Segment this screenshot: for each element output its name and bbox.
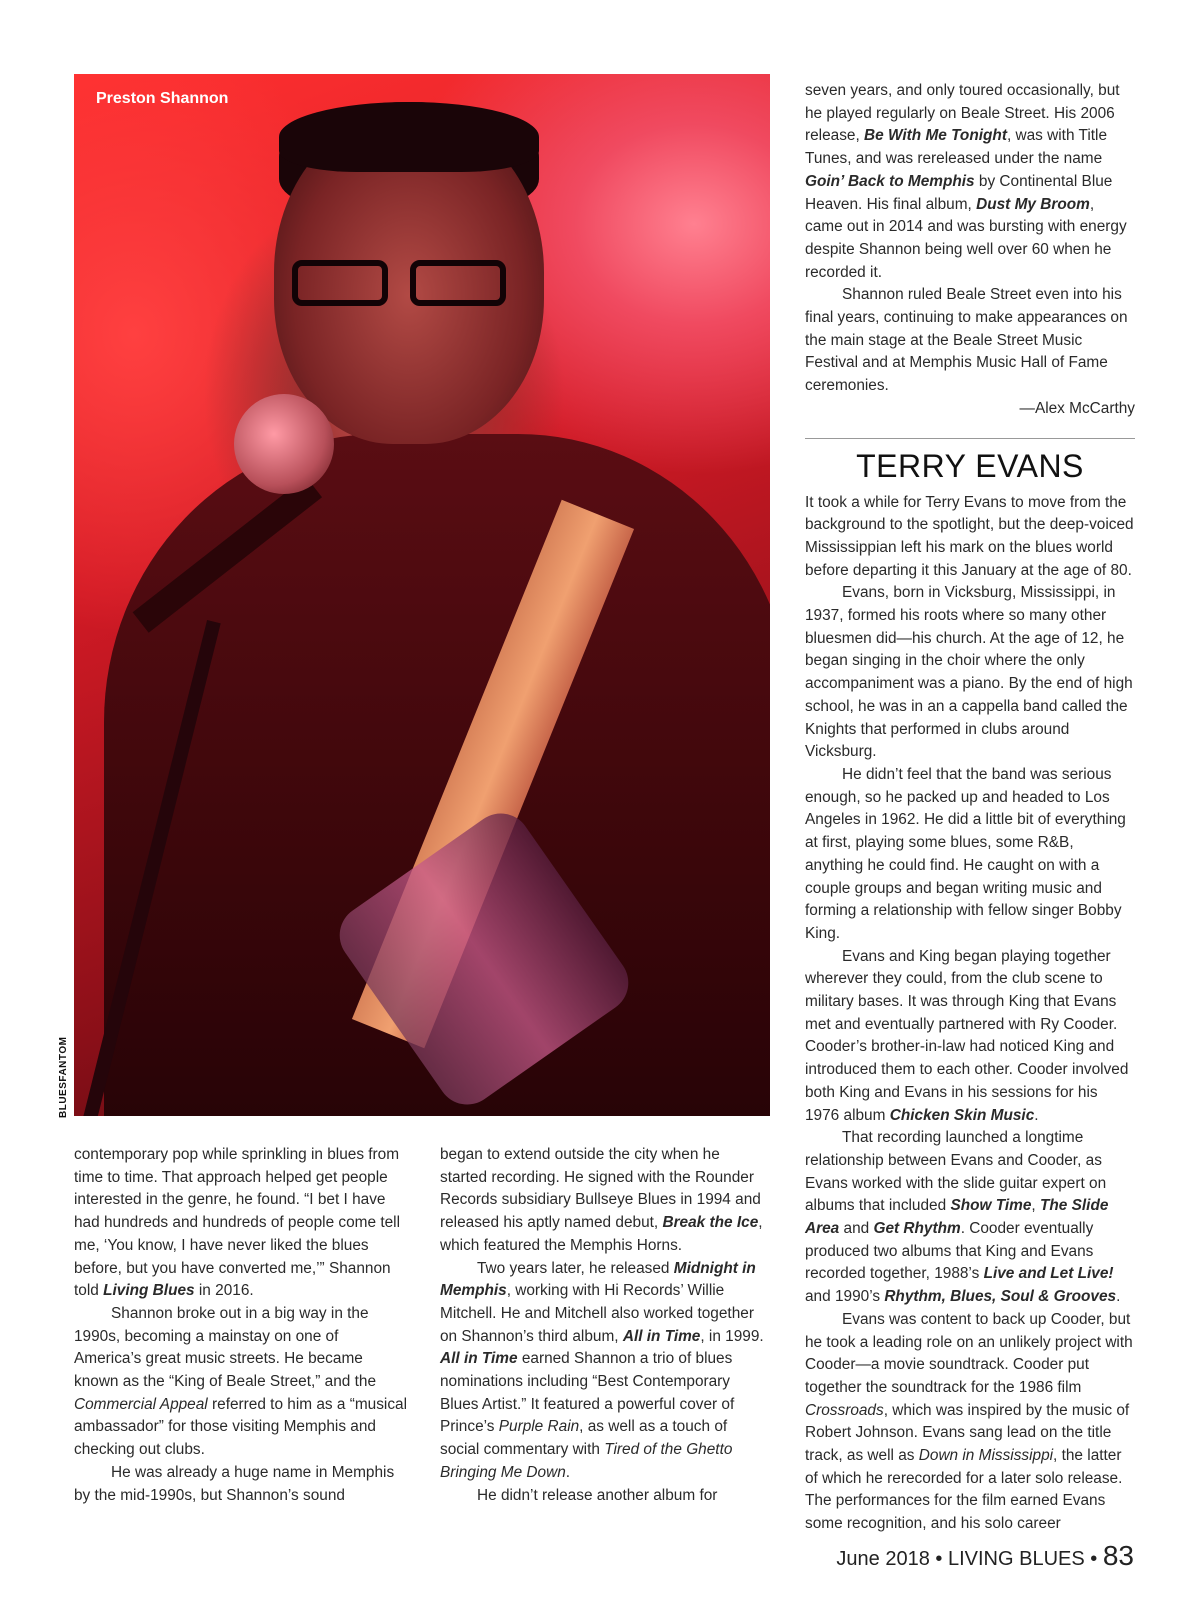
text: referred to him as a “musical ambassador” for those visiting Memphis and checking out clubs. [74,1395,408,1459]
newspaper-title: Commercial Appeal [74,1395,208,1413]
paragraph [74,1303,409,1462]
photo-lens-left [292,260,388,306]
page-footer [836,1540,1134,1572]
album-title: Get Rhythm [873,1220,961,1238]
photo-preston-shannon [74,74,770,1116]
album-title: Show Time [950,1197,1032,1215]
album-title: Break the Ice [662,1214,759,1232]
paragraph [805,80,1135,284]
paragraph [805,764,1135,946]
text: and [839,1220,874,1238]
paragraph [805,284,1135,398]
album-title: The Slide Area [805,1197,1109,1238]
page-number: 83 [1102,1540,1134,1571]
text: Evans was content to back up Cooder, but he took a leading role on an unlikely project with Cooder—a movie soundtrack. Cooder put together the soundtrack for the 1986 film [805,1310,1133,1396]
photo-credit: BLUESFANTOM [58,1036,69,1118]
album-title: Live and Let Live! [983,1265,1114,1283]
paragraph [440,1485,770,1508]
text: . [1034,1106,1039,1124]
text: contemporary pop while sprinkling in blues from time to time. That approach helped get people interested in the genre, he found. “I bet I have had hundreds and hundreds of people come tell me, ‘You know, I have never liked the blues before, but you have converted me,’” Shannon told [74,1146,401,1300]
album-title: Goin’ Back to Memphis [805,172,975,190]
text: earned Shannon a trio of blues nominations including “Best Contemporary Blues Artist.” It featured a powerful cover of Prince’s [440,1350,735,1436]
text: Evans, born in Vicksburg, Mississippi, in 1937, formed his roots where so many other bluesmen did—his church. At the age of 12, he began singing in the choir where the only accompaniment was a piano. By the end of high school, he was in an a cappella band called the Knights that performed in clubs around Vicksburg. [805,584,1133,761]
text: , was with Title Tunes, and was rereleased under the name [805,127,1108,168]
column-3 [805,80,1135,1536]
album-title: Rhythm, Blues, Soul & Grooves [884,1288,1117,1306]
song-title: Down in Mississippi [918,1447,1054,1465]
song-title: Purple Rain [498,1418,580,1436]
album-title: Midnight in Memphis [440,1259,756,1300]
song-title: Tired of the Ghetto Bringing Me Down [440,1441,733,1481]
text: It took a while for Terry Evans to move from the background to the spotlight, but the deep-voiced Mississippian left his mark on the blues world before departing it this January at the age of 80. [805,493,1134,579]
photo-hair-top [279,102,539,172]
text: . [1116,1288,1121,1306]
magazine-name: LIVING BLUES [947,1548,1085,1570]
text: began to extend outside the city when he started recording. He signed with the Rounder Records subsidiary Bullseye Blues in 1994 and released his aptly named debut, [440,1146,761,1232]
text: Two years later, he released [477,1259,674,1277]
photo-microphone [234,394,334,494]
paragraph [74,1144,409,1303]
album-title: Dust My Broom [976,195,1090,213]
film-title: Crossroads [805,1401,884,1419]
text: He didn’t release another album for [477,1486,718,1504]
paragraph [805,1309,1135,1536]
text: , the latter of which he rerecorded for a later solo release. The performances for the film earned Evans some recognition, and his solo career [805,1447,1123,1533]
text: and 1990’s [805,1288,885,1306]
text: seven years, and only toured occasionally, but he played regularly on Beale Street. His 2006 release, [805,82,1120,145]
text: , which was inspired by the music of Robert Johnson. Evans sang lead on the title track, as well as [805,1401,1130,1465]
text: . [565,1463,571,1481]
album-title: Be With Me Tonight [864,127,1007,145]
text: . Cooder eventually produced two albums that King and Evans recorded together, 1988’s [805,1220,1094,1283]
paragraph [805,946,1135,1128]
text: He didn’t feel that the band was serious enough, so he packed up and headed to Los Angeles in 1962. He did a little bit of everything at first, playing some blues, some R&B, anything he could find. He caught on with a couple groups and began writing music and forming a relationship with fellow singer Bobby King. [805,765,1126,942]
text: , working with Hi Records’ Willie Mitchell. He and Mitchell also worked together on Shannon’s third album, [440,1282,754,1345]
text: Shannon ruled Beale Street even into his final years, continuing to make appearances on the main stage at the Beale Street Music Festival and at Memphis Music Hall of Fame ceremonies. [805,286,1128,395]
magazine-title: Living Blues [103,1282,195,1300]
section-divider [805,438,1135,439]
column-1 [74,1144,409,1507]
section-heading: TERRY EVANS [856,447,1084,484]
paragraph [440,1144,770,1258]
text: in 2016. [194,1282,254,1300]
issue-date: June 2018 [836,1548,930,1570]
photo-glasses [292,260,518,308]
paragraph [805,492,1135,583]
text: by Continental Blue Heaven. His final album, [805,172,1113,213]
paragraph [74,1462,409,1507]
text: That recording launched a longtime relationship between Evans and Cooder, as Evans worked with the slide guitar expert on albums that included [805,1129,1107,1215]
text: , [1031,1197,1040,1215]
text: , came out in 2014 and was bursting with energy despite Shannon being well over 60 when he recorded it. [805,195,1127,281]
photo-caption: Preston Shannon [96,90,229,107]
bullet-separator: • [1090,1548,1098,1570]
column-2 [440,1144,770,1507]
paragraph [805,582,1135,764]
album-title: All in Time [440,1350,518,1368]
text: Shannon broke out in a big way in the 1990s, becoming a mainstay on one of America’s great music streets. He became known as the “King of Beale Street,” and the [74,1304,377,1391]
photo-lens-right [410,260,506,306]
text: , which featured the Memphis Horns. [440,1214,763,1254]
album-title: All in Time [622,1327,701,1345]
text: , as well as a touch of social commentary with [440,1418,728,1459]
text: He was already a huge name in Memphis by the mid-1990s, but Shannon’s sound [74,1463,395,1504]
text: , in 1999. [700,1327,764,1345]
album-title: Chicken Skin Music [889,1106,1035,1124]
author-signature: —Alex McCarthy [1019,399,1135,417]
paragraph [440,1258,770,1485]
bullet-separator: • [935,1548,943,1570]
paragraph [805,1127,1135,1309]
text: Evans and King began playing together wherever they could, from the club scene to military bases. It was through King that Evans met and eventually partnered with Ry Cooder. Cooder’s brother-in-law had noticed King and introduced them to each other. Cooder involved both King and Evans in his sessions for his 1976 album [805,947,1129,1124]
